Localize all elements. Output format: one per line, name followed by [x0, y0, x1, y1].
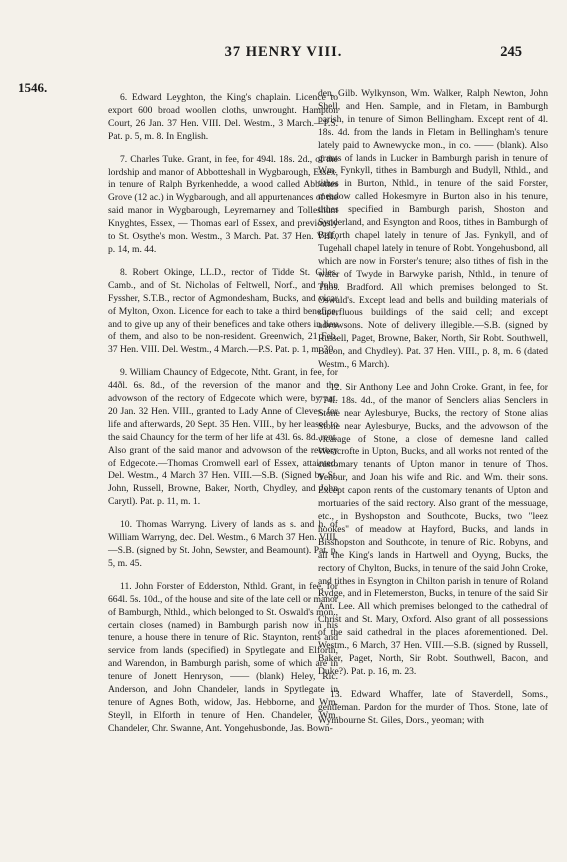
year-marker: 1546.: [18, 80, 48, 95]
entry-10: 10. Thomas Warryng. Livery of lands as s. and h. of William Warryng, dec. Del. Westm., 6 March 37 Hen. VIII. —S.B. (signed by St. John, Sewster, and Beamount). Pat. p. 5, m. 45.: [108, 519, 338, 569]
entry-11: 11. John Forster of Edderston, Nthld. Grant, in fee, for 664l. 5s. 10d., of the house and site of the late cell or manor of Bamburgh, Nthld., which belonged to St. Oswald's mon., certain closes (named) in Bamburgh parish now in his tenure, a house there in tenure of Ric. Staynton, rents and service from lands (specified) in Spytlegate and Elforth, and Warendon, in Bamburgh parish, some of which are in tenure of Jonett Henryson, —— (blank) Heley, Ric. Anderson, and John Chandeler, lands in Spytlegate in tenure of Agnes Both, widow, Jas. Hebborne, and Wm. Steyll, in Elforth in tenure of Hen. Chandeler, Wm. Chandeler, Chr. Swanne, Ant. Yongehusbonde, Jas. Bown-: [108, 580, 338, 734]
entry-9: 9. William Chauncy of Edgecote, Ntht. Grant, in fee, for 44ðl. 6s. 8d., of the reversion of the manor and the advowson of the rectory of Edgecote which were, by pat. 20 Jan. 32 Hen. VIII., granted to Lady Anne of Cleves, for life and afterwards, 20 Sept. 35 Hen. VIII., by her leased to the said Chauncy for the term of her life at 43l. 6s. 8d. rent. Also grant of the said manor and advowson of the rectory of Edgecote.—Thomas Cromwell earl of Essex, attainted. Del. Westm., 4 March 37 Hen. VIII.—S.B. (Signed by St. John, Russell, Browne, Baker, North, Chydley, and John Carytl). Pat. p. 11, m. 1.: [108, 367, 338, 508]
page-number: 245: [500, 44, 522, 60]
entry-11-continued: den, Gilb. Wylkynson, Wm. Walker, Ralph Newton, John Shell, and Hen. Sample, and in Fletam, in Bamburgh parish, in tenure of Simon Bellingham. Except rent of 4l. 18s. 4d. from the lands in Fletam in Bellingham's tenure lately paid to Awnewycke mon., in co. —— (blank). Also grants of lands in Lucker in Bamburgh parish in tenure of Wm. Fynkyll, tithes in Bamburgh and Budyll, Nthld., and tithes in Burton, Nthld., in tenure of the said Forster, meadow called Hokesmyre in Burton also in his tenure, tithes specified in Bamburgh parish, Shoston and Synderland, and Esyngton and Roos, tithes in Bamburgh of Belforth chapel lately in tenure of Jas. Fynkyll, and of Tugehall chapel lately in tenure of Robt. Yongehusbond, all which are now in Forster's tenure; also tithes of fish in the water of Twyde in Barwyke parish, Nthld., in tenure of Thos. Bradford. All which premises belonged to St. Oswald's. Except lead and bells and building materials of superfluous buildings of the said cell; and except advowsons. Note of delivery illegible.—S.B. (signed by Russell, Paget, Browne, Baker, North, Sir Robt. Southwell, Bacon, and Chydley). Pat. 37 Hen. VIII., p. 8, m. 6 (dated Westm., 6 March).: [318, 88, 548, 371]
right-column: [318, 88, 548, 738]
entry-13: 13. Edward Whaffer, late of Staverdell, Soms., gentleman. Pardon for the murder of Thos. Stone, late of Wymbourne St. Giles, Dors., yeoman; with: [318, 688, 548, 726]
left-column: [108, 92, 338, 746]
entry-6: 6. Edward Leyghton, the King's chaplain. Licence to export 600 broad woollen cloths, unwrought. Hampton Court, 26 Jan. 37 Hen. VIII. Del. Westm., 3 March.—P.S. Pat. p. 5, m. 8. In English.: [108, 92, 338, 142]
page-header: [0, 44, 567, 62]
running-title: 37 HENRY VIII.: [224, 44, 343, 60]
entry-8: 8. Robert Okinge, LL.D., rector of Tidde St. Giles, Camb., and of St. Nicholas of Feltwell, Norf., and John Fyssher, S.T.B., rector of Agmondesham, Bucks, and vicar of Mylton, Oxon. Licence for each to take a third benefice, and to give up any of their benefices and take others in lieu of them, and also to be non-resident. Greenwich, 21 Feb. 37 Hen. VIII. Del. Westm., 4 March.—P.S. Pat. p. 1, m. 30.: [108, 266, 338, 356]
entry-7: 7. Charles Tuke. Grant, in fee, for 494l. 18s. 2d., of the lordship and manor of Abbotteshall in Wygbarough, Essex, in tenure of Ralph Byrkenhedde, a wood called Abbottes Grove (12 ac.) in Wygbarough, and all appurtenances of the said manor in Wygbarough, Leyremarney and Tolleshunt Knyghtes, Essex, — Thomas earl of Essex, and previously to St. Osythe's mon. Westm., 3 March. Pat. 37 Hen. VIII., p. 14, m. 44.: [108, 153, 338, 255]
entry-12: 12. Sir Anthony Lee and John Croke. Grant, in fee, for 774l. 18s. 4d., of the manor of Senclers alias Senclers in Stone near Aylesburye, Bucks, the rectory of Stone alias Stone near Aylesburye, Bucks, and the advowson of the vicarage of Stone, a close of demesne land called Westcrofte in Upton, Bucks, and all works not rented of the customary tenants of Upton manor in tenure of Thos. Venour, and Joan his wife and Ric. and Wm. their sons. Except capon rents of the customary tenants of Upton and mortuaries of the said rectory. Also grant of the messuage, etc., in Byshopston and Southcote, Bucks, two "leez hookes" of meadow at Hayford, Bucks, and lands in Bisshopston and Southcote, in tenure of Ric. Robyns, and all the King's lands in Hartwell and Oyyng, Bucks, the rectory of Chylton, Bucks, in tenure of the said John Croke, and tithes in Esyngton in Chilton parish in tenure of Roland Rydge, and in Fletemerston, Bucks, in tenure of the said Sir Ant. Lee. All which premises belonged to the cathedral of Christ and St. Mary, Oxford. Also grant of all possessions of the said cathedral in the places aforementioned. Del. Westm., 6 March, 37 Hen. VIII.—S.B. (signed by Russell, Baker, Paget, North, Sir Robt. Southwell, Bacon, and Duke?). Pat. p. 16, m. 23.: [318, 381, 548, 677]
